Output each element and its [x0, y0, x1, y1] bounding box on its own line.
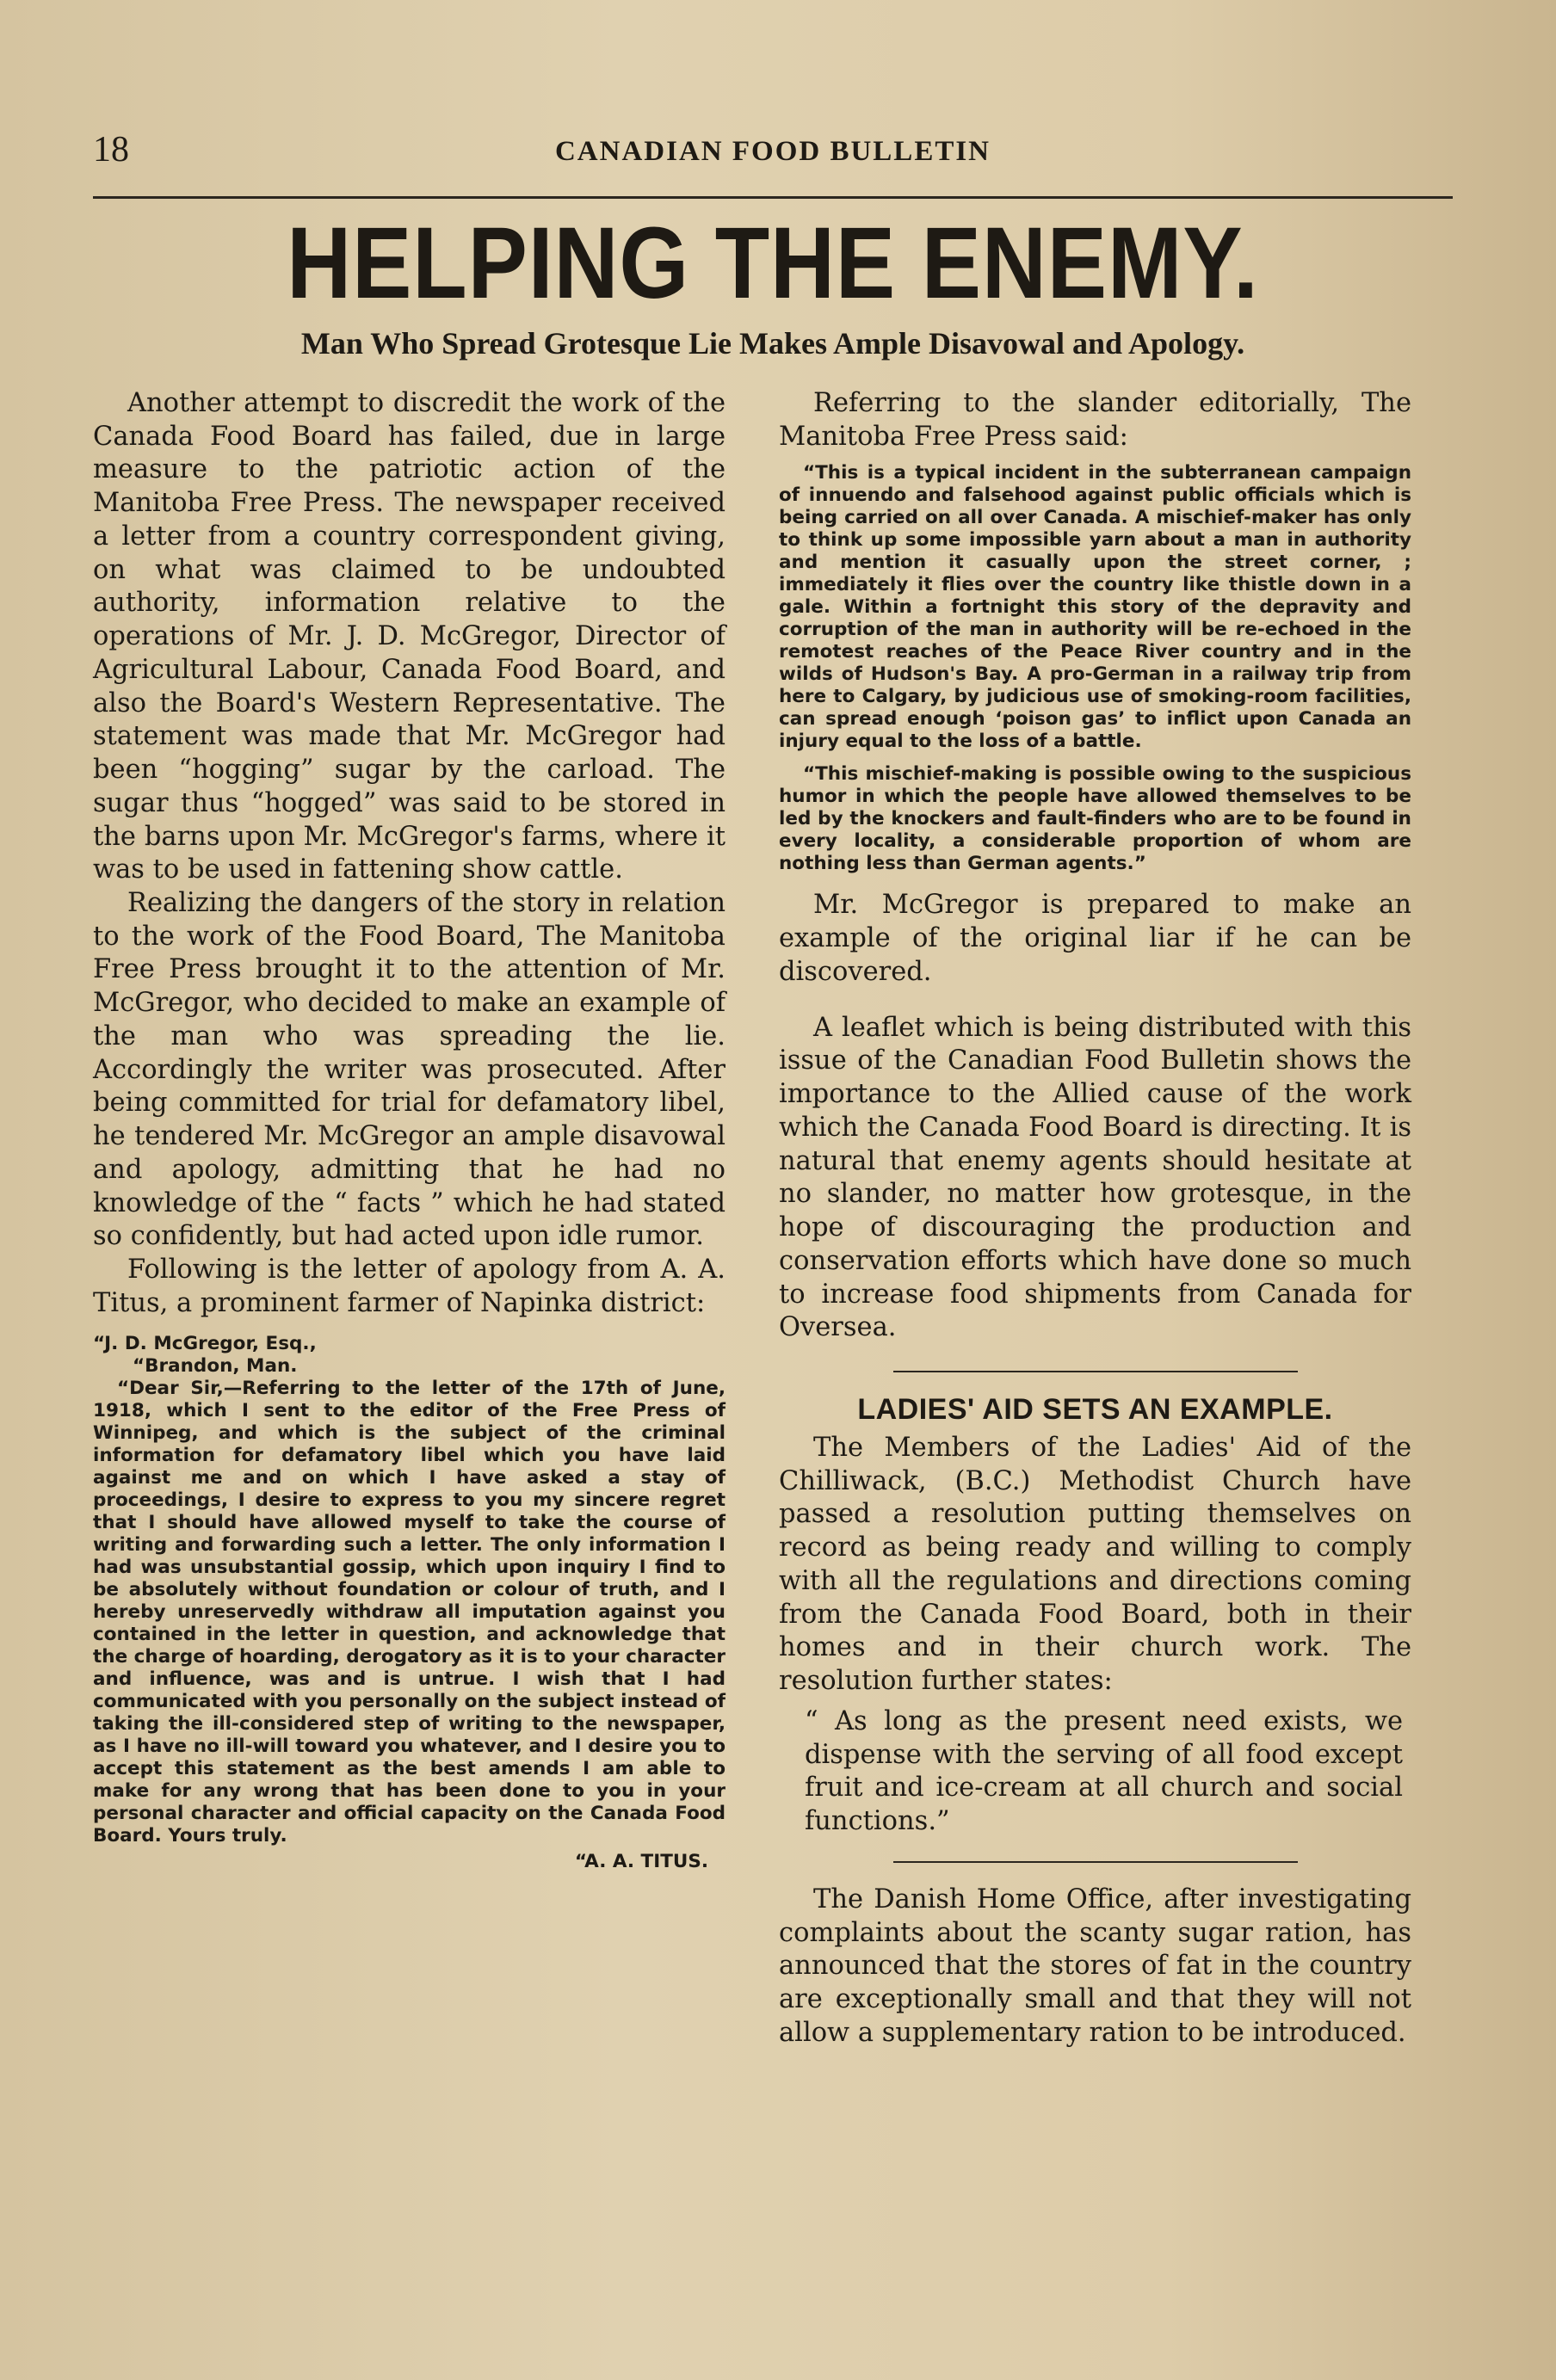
article-paragraph: Following is the letter of apology from A. A. Titus, a prominent farmer of Napinka district: — [93, 1255, 726, 1318]
article-subheadline: Man Who Spread Grotesque Lie Makes Ample Disavowal and Apology. — [300, 326, 1245, 361]
left-column — [93, 387, 726, 1873]
article-paragraph: Mr. McGregor is prepared to make an example of the original liar if he can be discovered. — [779, 890, 1411, 987]
article-paragraph: The Danish Home Office, after investigating complaints about the scanty sugar ration, has announced that the stores of fat in the country are exceptionally small and that they will not allow a supplementary ration to be introduced. — [779, 1884, 1411, 2048]
resolution-quote: “ As long as the present need exists, we dispense with the serving of all food except fruit and ice-cream at all church and social functions.” — [805, 1705, 1403, 1837]
editorial-quote: “This is a typical incident in the subterranean campaign of innuendo and falsehood against public officials which is being carried on all over Canada. A mischief-maker has only to think up some impossible yarn about a man in authority and mention it casually upon the street corner, ; immediately it flies over the country like thistle down in a gale. Within a fortnight this story of the depravity and corruption of the man in authority will be re-echoed in the remotest reaches of the Peace River country and in the wilds of Hudson's Bay. A pro-German in a railway trip from here to Calgary, by judicious use of smoking-room facilities, can spread enough ‘poison gas’ to inflict upon Canada an injury equal to the loss of a battle. — [779, 462, 1411, 753]
article-paragraph: A leaflet which is being distributed with this issue of the Canadian Food Bulletin shows the importance to the Allied cause of the work which the Canada Food Board is directing. It is natural that enemy agents should hesitate at no slander, no matter how grotesque, in the hope of discouraging the production and conservation efforts which have done so much to increase food shipments from Canada for Oversea. — [779, 1012, 1411, 1343]
right-column — [779, 387, 1411, 2050]
letter-addressee: “J. D. McGregor, Esq., — [93, 1332, 317, 1354]
page-header — [93, 129, 1453, 181]
article-paragraph: The Members of the Ladies' Aid of the Chilliwack, (B.C.) Methodist Church have passed a resolution putting themselves on record as being ready and willing to comply with all the regulations and directions coming from the Canada Food Board, both in their homes and in their church work. The resolution further states: — [779, 1433, 1411, 1697]
article-paragraph: Referring to the slander editorially, The Manitoba Free Press said: — [779, 388, 1411, 452]
section-divider — [893, 1371, 1298, 1372]
letter-signature: “A. A. TITUS. — [574, 1850, 708, 1872]
article-headline: HELPING THE ENEMY. — [287, 207, 1259, 320]
article-paragraph: Another attempt to discredit the work of the Canada Food Board has failed, due in large measure to the patriotic action of the Manitoba Free Press. The newspaper received a letter from a country correspondent giving, on what was claimed to be undoubted authority, information relative to the operations of Mr. J. D. McGregor, Director of Agricultural Labour, Canada Food Board, and also the Board's Western Representative. The statement was made that Mr. McGregor had been “hogging” sugar by the carload. The sugar thus “hogged” was said to be stored in the barns upon Mr. McGregor's farms, where it was to be used in fattening show cattle. — [93, 388, 726, 885]
section-divider — [893, 1861, 1298, 1863]
article-paragraph: Realizing the dangers of the story in relation to the work of the Food Board, The Manitoba Free Press brought it to the attention of Mr. McGregor, who decided to make an example of the man who was spreading the lie. Accordingly the writer was prosecuted. After being committed for trial for defamatory libel, he tendered Mr. McGregor an ample disavowal and apology, admitting that he had no knowledge of the “ facts ” which he had stated so confidently, but had acted upon idle rumor. — [93, 888, 726, 1252]
page-number: 18 — [93, 130, 129, 170]
letter-place: “Brandon, Man. — [133, 1354, 298, 1377]
running-title: CANADIAN FOOD BULLETIN — [554, 136, 991, 167]
section-heading: LADIES' AID SETS AN EXAMPLE. — [857, 1393, 1333, 1427]
header-rule — [93, 196, 1453, 199]
letter-body: “Dear Sir,—Referring to the letter of the 17th of June, 1918, which I sent to the editor of the Free Press of Winnipeg, and which is the subject of the criminal information for defamatory libel which you have laid against me and on which I have asked a stay of proceedings, I desire to express to you my sincere regret that I should have allowed myself to take the course of writing and forwarding such a letter. The only information I had was unsubstantial gossip, which upon inquiry I find to be absolutely without foundation or colour of truth, and I hereby unreservedly withdraw all imputation against you contained in the letter in question, and acknowledge that the charge of hoarding, derogatory as it is to your character and influence, was and is untrue. I wish that I had communicated with you personally on the subject instead of taking the ill-considered step of writing to the newspaper, as I have no ill-will toward you whatever, and I desire you to accept this statement as the best amends I am able to make for any wrong that has been done to you in your personal character and official capacity on the Canada Food Board. Yours truly. — [93, 1377, 726, 1847]
editorial-quote: “This mischief-making is possible owing to the suspicious humor in which the people have allowed themselves to be led by the knockers and fault-finders who are to be found in every locality, a considerable proportion of whom are nothing less than German agents.” — [779, 763, 1411, 875]
